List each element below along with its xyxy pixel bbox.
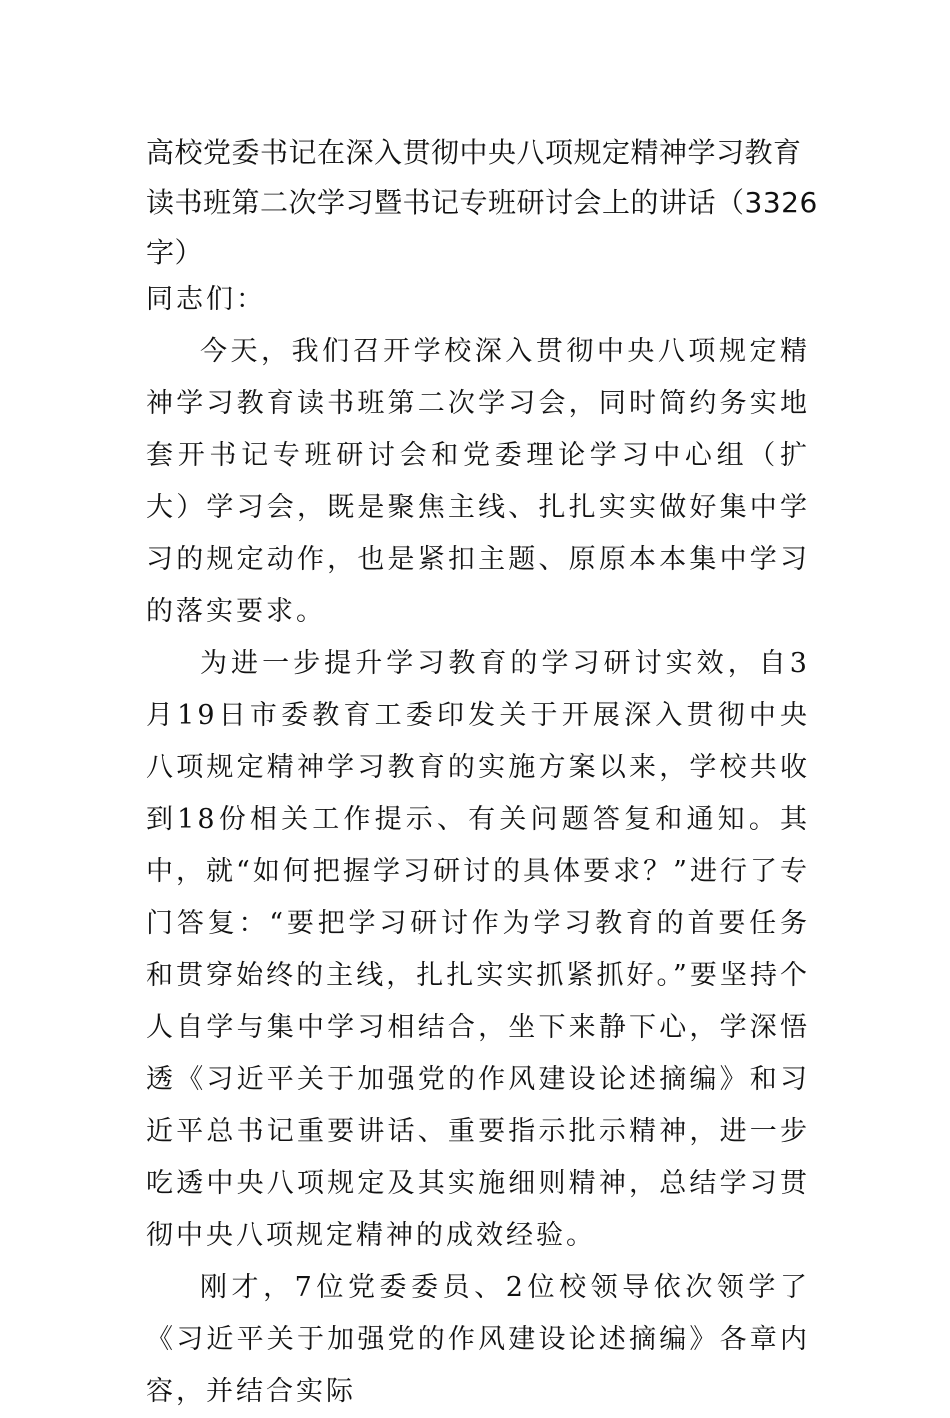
paragraph-3: 刚才，7位党委委员、2位校领导依次领学了《习近平关于加强党的作风建设论述摘编》各章内容，并结合实际 xyxy=(146,1272,810,1407)
document-body xyxy=(146,274,810,1418)
document-title: 高校党委书记在深入贯彻中央八项规定精神学习教育读书班第二次学习暨书记专班研讨会上的讲话（3326字） xyxy=(146,136,818,269)
paragraph-1: 今天，我们召开学校深入贯彻中央八项规定精神学习教育读书班第二次学习会，同时简约务实地套开书记专班研讨会和党委理论学习中心组（扩大）学习会，既是聚焦主线、扎扎实实做好集中学习的规定动作，也是紧扣主题、原原本本集中学习的落实要求。 xyxy=(146,336,810,627)
salutation: 同志们： xyxy=(146,284,266,315)
paragraph-2: 为进一步提升学习教育的学习研讨实效，自3月19日市委教育工委印发关于开展深入贯彻中央八项规定精神学习教育的实施方案以来，学校共收到18份相关工作提示、有关问题答复和通知。其中，就“如何把握学习研讨的具体要求？”进行了专门答复：“要把学习研讨作为学习教育的首要任务和贯穿始终的主线，扎扎实实抓紧抓好。”要坚持个人自学与集中学习相结合，坐下来静下心，学深悟透《习近平关于加强党的作风建设论述摘编》和习近平总书记重要讲话、重要指示批示精神，进一步吃透中央八项规定及其实施细则精神，总结学习贯彻中央八项规定精神的成效经验。 xyxy=(146,648,810,1251)
